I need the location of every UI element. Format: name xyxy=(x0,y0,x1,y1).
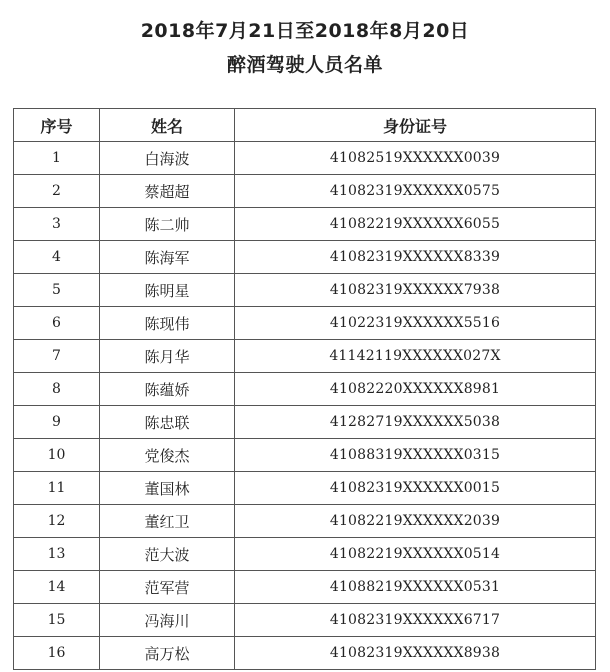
cell-id-number: 41142119XXXXXX027X xyxy=(235,340,596,373)
table-row xyxy=(14,439,596,472)
cell-name: 高万松 xyxy=(100,637,235,670)
table-row xyxy=(14,472,596,505)
cell-name: 陈二帅 xyxy=(100,208,235,241)
cell-id-number: 41082219XXXXXX0514 xyxy=(235,538,596,571)
table-header xyxy=(14,109,596,142)
cell-index: 10 xyxy=(14,439,100,472)
table-row xyxy=(14,373,596,406)
cell-name: 陈现伟 xyxy=(100,307,235,340)
cell-id-number: 41082319XXXXXX0575 xyxy=(235,175,596,208)
title-date-range: 2018年7月21日至2018年8月20日 xyxy=(140,20,470,42)
cell-name: 陈忠联 xyxy=(100,406,235,439)
cell-id-number: 41082319XXXXXX6717 xyxy=(235,604,596,637)
cell-id-number: 41022319XXXXXX5516 xyxy=(235,307,596,340)
cell-index: 6 xyxy=(14,307,100,340)
drunk-driver-table xyxy=(13,108,596,670)
cell-index: 5 xyxy=(14,274,100,307)
header-index: 序号 xyxy=(14,109,100,142)
table-row xyxy=(14,406,596,439)
cell-index: 7 xyxy=(14,340,100,373)
cell-name: 董红卫 xyxy=(100,505,235,538)
title-list-name: 醉酒驾驶人员名单 xyxy=(226,54,383,76)
cell-name: 蔡超超 xyxy=(100,175,235,208)
table-row xyxy=(14,340,596,373)
table-body xyxy=(14,142,596,670)
cell-index: 15 xyxy=(14,604,100,637)
cell-index: 12 xyxy=(14,505,100,538)
cell-name: 陈蕴娇 xyxy=(100,373,235,406)
cell-index: 3 xyxy=(14,208,100,241)
cell-name: 陈明星 xyxy=(100,274,235,307)
cell-name: 陈海军 xyxy=(100,241,235,274)
cell-name: 范军营 xyxy=(100,571,235,604)
cell-index: 13 xyxy=(14,538,100,571)
cell-id-number: 41082319XXXXXX7938 xyxy=(235,274,596,307)
cell-index: 2 xyxy=(14,175,100,208)
cell-index: 1 xyxy=(14,142,100,175)
cell-id-number: 41082219XXXXXX2039 xyxy=(235,505,596,538)
table-row xyxy=(14,637,596,670)
cell-index: 14 xyxy=(14,571,100,604)
cell-id-number: 41082220XXXXXX8981 xyxy=(235,373,596,406)
table-row xyxy=(14,307,596,340)
cell-id-number: 41088319XXXXXX0315 xyxy=(235,439,596,472)
table-header-row xyxy=(14,109,596,142)
table-row xyxy=(14,175,596,208)
table-row xyxy=(14,142,596,175)
table-row xyxy=(14,604,596,637)
cell-id-number: 41282719XXXXXX5038 xyxy=(235,406,596,439)
cell-index: 11 xyxy=(14,472,100,505)
cell-index: 16 xyxy=(14,637,100,670)
cell-name: 范大波 xyxy=(100,538,235,571)
cell-index: 4 xyxy=(14,241,100,274)
table-row xyxy=(14,241,596,274)
cell-id-number: 41082519XXXXXX0039 xyxy=(235,142,596,175)
table-row xyxy=(14,538,596,571)
cell-id-number: 41082319XXXXXX0015 xyxy=(235,472,596,505)
cell-name: 党俊杰 xyxy=(100,439,235,472)
header-name: 姓名 xyxy=(100,109,235,142)
cell-name: 陈月华 xyxy=(100,340,235,373)
table-row xyxy=(14,208,596,241)
table-row xyxy=(14,274,596,307)
cell-name: 冯海川 xyxy=(100,604,235,637)
cell-id-number: 41082319XXXXXX8339 xyxy=(235,241,596,274)
cell-name: 白海波 xyxy=(100,142,235,175)
cell-id-number: 41088219XXXXXX0531 xyxy=(235,571,596,604)
drunk-driver-table-container xyxy=(13,108,595,670)
table-row xyxy=(14,505,596,538)
header-id-number: 身份证号 xyxy=(235,109,596,142)
cell-id-number: 41082319XXXXXX8938 xyxy=(235,637,596,670)
cell-index: 8 xyxy=(14,373,100,406)
cell-name: 董国林 xyxy=(100,472,235,505)
document-title xyxy=(0,14,610,82)
table-row xyxy=(14,571,596,604)
cell-index: 9 xyxy=(14,406,100,439)
cell-id-number: 41082219XXXXXX6055 xyxy=(235,208,596,241)
